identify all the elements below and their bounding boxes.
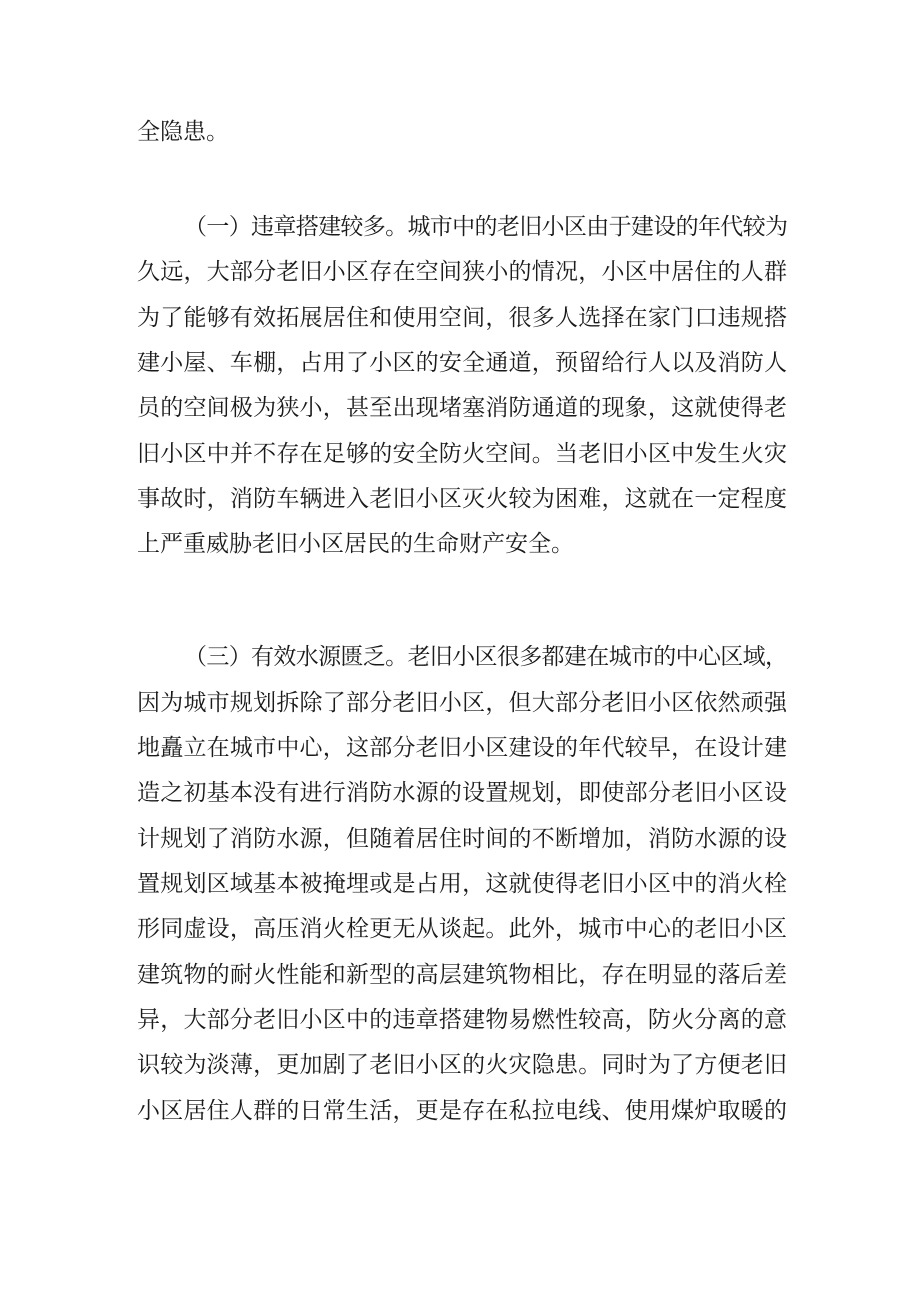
section-one-line: 建小屋、车棚，占用了小区的安全通道，预留给行人以及消防人: [137, 350, 787, 376]
section-one-line: 员的空间极为狭小，甚至出现堵塞消防通道的现象，这就使得老: [137, 395, 787, 421]
section-three-line: 识较为淡薄，更加剧了老旧小区的火灾隐患。同时为了方便老旧: [137, 1052, 787, 1078]
section-one-line: （一）违章搭建较多。城市中的老旧小区由于建设的年代较为: [184, 214, 787, 240]
section-three-line: 异，大部分老旧小区中的违章搭建物易燃性较高，防火分离的意: [137, 1007, 787, 1033]
section-one-line: 旧小区中并不存在足够的安全防火空间。当老旧小区中发生火灾: [137, 441, 787, 467]
section-three-line: 计规划了消防水源，但随着居住时间的不断增加，消防水源的设: [137, 826, 787, 852]
section-one-line: 久远，大部分老旧小区存在空间狭小的情况，小区中居住的人群: [137, 259, 787, 285]
section-one-line: 事故时，消防车辆进入老旧小区灭火较为困难，这就在一定程度: [137, 486, 787, 512]
section-three-line: 地矗立在城市中心，这部分老旧小区建设的年代较早，在设计建: [137, 735, 787, 761]
intro-line: 全隐患。: [137, 119, 229, 145]
section-three-line: 小区居住人群的日常生活，更是存在私拉电线、使用煤炉取暖的: [137, 1098, 787, 1124]
section-three-line: 形同虚设，高压消火栓更无从谈起。此外，城市中心的老旧小区: [137, 916, 787, 942]
section-three-line: 因为城市规划拆除了部分老旧小区，但大部分老旧小区依然顽强: [137, 690, 787, 716]
section-three-line: 建筑物的耐火性能和新型的高层建筑物相比，存在明显的落后差: [137, 962, 787, 988]
section-three-line: 置规划区域基本被掩埋或是占用，这就使得老旧小区中的消火栓: [137, 871, 787, 897]
section-one-line: 为了能够有效拓展居住和使用空间，很多人选择在家门口违规搭: [137, 305, 787, 331]
section-one-line: 上严重威胁老旧小区居民的生命财产安全。: [137, 531, 574, 557]
section-three-line: （三）有效水源匮乏。老旧小区很多都建在城市的中心区域，: [184, 644, 787, 670]
section-three-line: 造之初基本没有进行消防水源的设置规划，即使部分老旧小区设: [137, 780, 787, 806]
